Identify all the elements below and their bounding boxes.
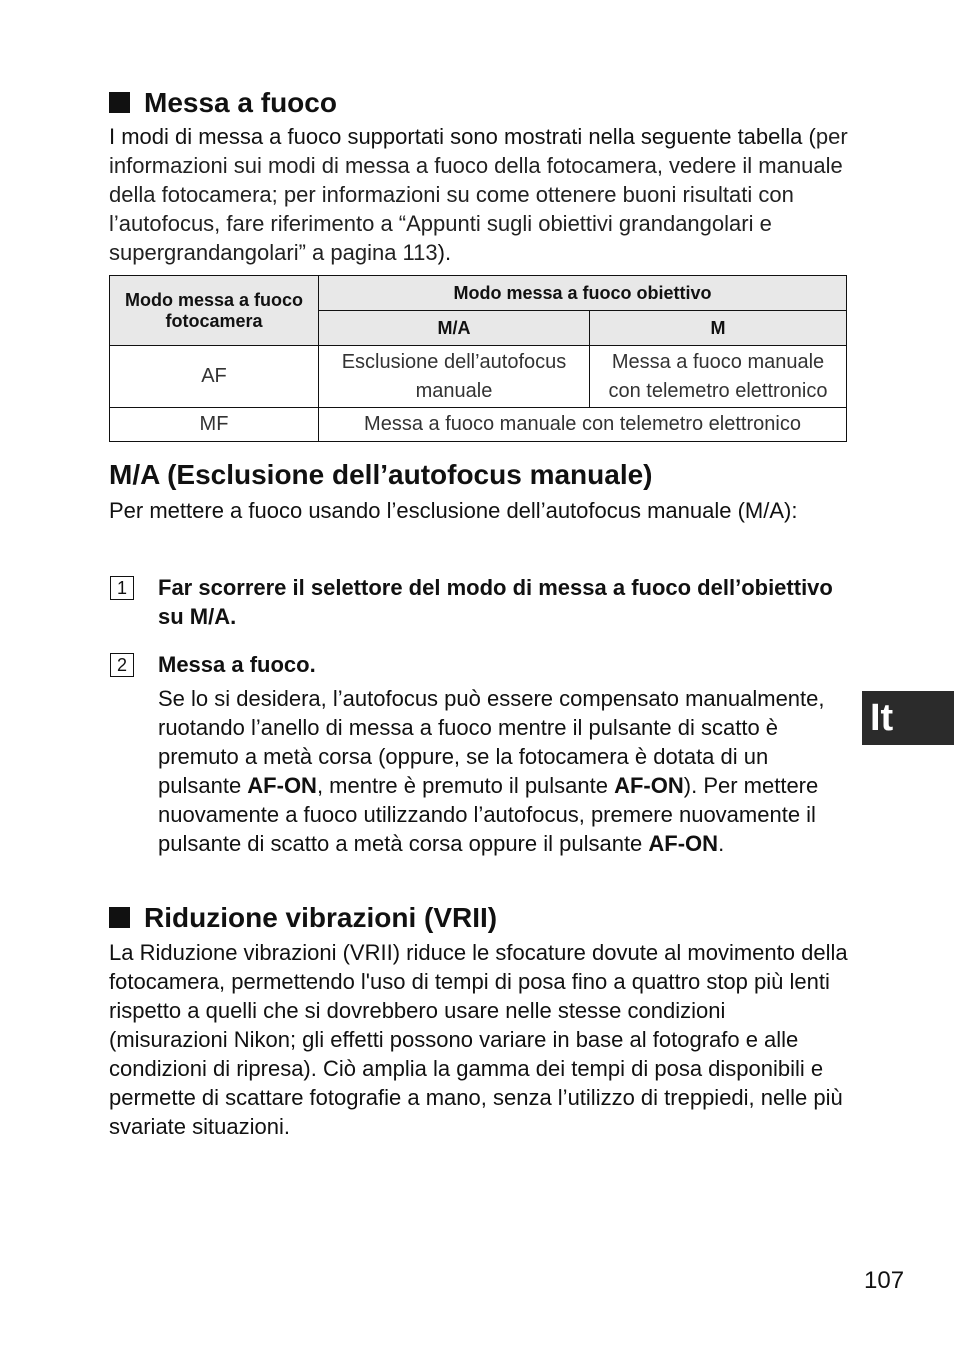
table-row xyxy=(110,408,847,442)
language-tab: It xyxy=(862,691,954,745)
focus-intro-paragraph xyxy=(109,122,849,267)
section-heading-messa-a-fuoco xyxy=(109,86,337,120)
step-2-text: Se lo si desidera, l’autofocus può essere compensato manualmente, ruotando l’anello di messa a fuoco mentre il pulsante di scatto è premuto a metà corsa (oppure, se la fotocamera è dotata di un pulsante xyxy=(158,686,825,798)
step-2-text: , mentre è premuto il pulsante xyxy=(316,773,615,798)
merged-cell: Messa a fuoco manuale con telemetro elettronico xyxy=(319,408,847,442)
step-1-title: Far scorrere il selettore del modo di messa a fuoco dell’obiettivo su M/A. xyxy=(158,575,833,629)
m-cell: Messa a fuoco manuale con telemetro elettronico xyxy=(590,346,847,408)
vr-paragraph: La Riduzione vibrazioni (VRII) riduce le sfocature dovute al movimento della fotocamera, permettendo l'uso di tempi di posa fino a quattro stop più lenti rispetto a quelli che si dovrebbero usare nelle stesse condizioni (misurazioni Nikon; gli effetti possono variare in base al fotografo e alle condizioni di ripresa). Ciò amplia la gamma dei tempi di posa disponibili e permette di scattare fotografie a mano, senza l’utilizzo di treppiedi, nelle più svariate situazioni. xyxy=(109,940,848,1139)
section-heading-vr xyxy=(109,901,497,935)
mode-cell: MF xyxy=(110,408,319,442)
ma-intro-paragraph: Per mettere a fuoco usando l’esclusione dell’autofocus manuale (M/A): xyxy=(109,498,798,523)
step-2-text: ). Per mettere nuovamente a fuoco utilizzando l’autofocus, premere nuovamente il pulsante di scatto a metà corsa oppure il pulsante xyxy=(158,773,819,856)
step-2-text: . xyxy=(718,831,725,856)
af-on-label: AF-ON xyxy=(614,773,684,798)
step-1-number: 1 xyxy=(110,576,134,600)
section-heading-text: Riduzione vibrazioni (VRII) xyxy=(144,902,498,933)
subheader-ma: M/A xyxy=(319,311,590,346)
intro-end: ). xyxy=(437,240,452,265)
subheader-m: M xyxy=(590,311,847,346)
intro-lead: I modi di messa a fuoco supportati sono mostrati nella seguente tabella ( xyxy=(109,124,816,149)
camera-mode-header: Modo messa a fuoco fotocamera xyxy=(110,276,319,346)
lens-mode-header: Modo messa a fuoco obiettivo xyxy=(319,276,847,311)
af-on-label: AF-ON xyxy=(247,773,317,798)
table-row xyxy=(110,346,847,408)
mode-cell: AF xyxy=(110,346,319,408)
ma-cell: Esclusione dell’autofocus manuale xyxy=(319,346,590,408)
step-2-title: Messa a fuoco. xyxy=(158,652,316,677)
step-2-body xyxy=(158,684,843,858)
section-heading-text: Messa a fuoco xyxy=(144,87,337,118)
section-heading-ma: M/A (Esclusione dell’autofocus manuale) xyxy=(109,459,653,490)
table-header-row xyxy=(110,276,847,311)
focus-mode-table xyxy=(109,275,847,442)
af-on-label: AF-ON xyxy=(648,831,719,856)
square-bullet-icon xyxy=(109,92,130,113)
square-bullet-icon xyxy=(109,907,130,928)
page-number: 107 xyxy=(864,1267,905,1294)
intro-body: per informazioni sui modi di messa a fuoco della fotocamera, vedere il manuale della fotocamera; per informazioni su come ottenere buoni risultati con l’autofocus, fare riferimento a “Appunti sugli obiettivi grandangolari e supergrandangolari” a pagina 113 xyxy=(109,124,848,265)
step-2-number: 2 xyxy=(110,653,134,677)
